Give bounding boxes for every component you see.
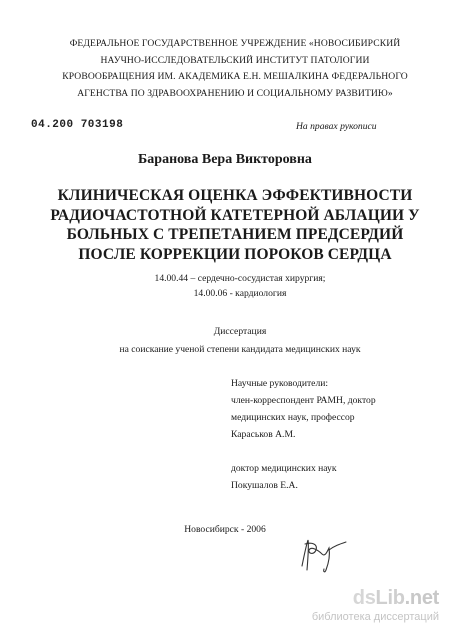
supervisor-2-name: Покушалов Е.А.	[231, 480, 298, 491]
supervisor-1-title-line-1: член-корреспондент РАМН, доктор	[231, 395, 376, 406]
degree-purpose: на соискание ученой степени кандидата медицинских наук	[119, 343, 361, 355]
rights-note: На правах рукописи	[296, 121, 377, 132]
supervisors-heading: Научные руководители:	[231, 378, 329, 389]
supervisors-spacer	[231, 443, 441, 460]
watermark-logo-ds: ds	[352, 587, 376, 609]
watermark-logo-net: .net	[404, 587, 439, 609]
specialty-line-1: 14.00.44 – сердечно-сосудистая хирургия;	[154, 273, 326, 284]
dslib-watermark	[250, 587, 440, 627]
institution-line-2: НАУЧНО-ИССЛЕДОВАТЕЛЬСКИЙ ИНСТИТУТ ПАТОЛОГИИ	[100, 54, 370, 66]
watermark-logo	[353, 587, 439, 610]
handwritten-signature	[296, 536, 354, 576]
supervisor-2-degree: доктор медицинских наук	[231, 463, 337, 474]
institution-line-1: ФЕДЕРАЛЬНОЕ ГОСУДАРСТВЕННОЕ УЧРЕЖДЕНИЕ «НОВОСИБИРСКИЙ	[69, 38, 401, 49]
dissertation-label: Диссертация	[213, 326, 267, 337]
supervisors-block	[231, 375, 441, 494]
institution-line-3: КРОВООБРАЩЕНИЯ ИМ. АКАДЕМИКА Е.Н. МЕШАЛКИНА ФЕДЕРАЛЬНОГО	[62, 71, 408, 82]
watermark-subtitle: библиотека диссертаций	[311, 611, 439, 623]
institution-header	[40, 36, 430, 102]
specialty-line-2: 14.00.06 - кардиология	[193, 288, 287, 299]
supervisor-1-title-line-2: медицинских наук, профессор	[231, 412, 355, 423]
title-line-2: РАДИОЧАСТОТНОЙ КАТЕТЕРНОЙ АБЛАЦИИ У	[50, 206, 420, 224]
supervisor-1-name: Караськов А.М.	[231, 429, 296, 440]
title-line-4: ПОСЛЕ КОРРЕКЦИИ ПОРОКОВ СЕРДЦА	[78, 245, 392, 263]
watermark-logo-lib: Lib	[375, 587, 405, 609]
author-name: Баранова Вера Викторовна	[138, 152, 312, 167]
degree-statement	[30, 323, 450, 358]
institution-line-4: АГЕНСТВА ПО ЗДРАВООХРАНЕНИЮ И СОЦИАЛЬНОМУ РАЗВИТИЮ»	[77, 87, 393, 99]
dissertation-title	[20, 186, 450, 264]
title-line-3: БОЛЬНЫХ С ТРЕПЕТАНИЕМ ПРЕДСЕРДИЙ	[66, 226, 404, 243]
city-year: Новосибирск - 2006	[184, 524, 266, 535]
library-stamp-number: 04.200 703198	[31, 119, 124, 131]
title-line-1: КЛИНИЧЕСКАЯ ОЦЕНКА ЭФФЕКТИВНОСТИ	[57, 187, 413, 204]
specialty-codes	[30, 271, 450, 301]
